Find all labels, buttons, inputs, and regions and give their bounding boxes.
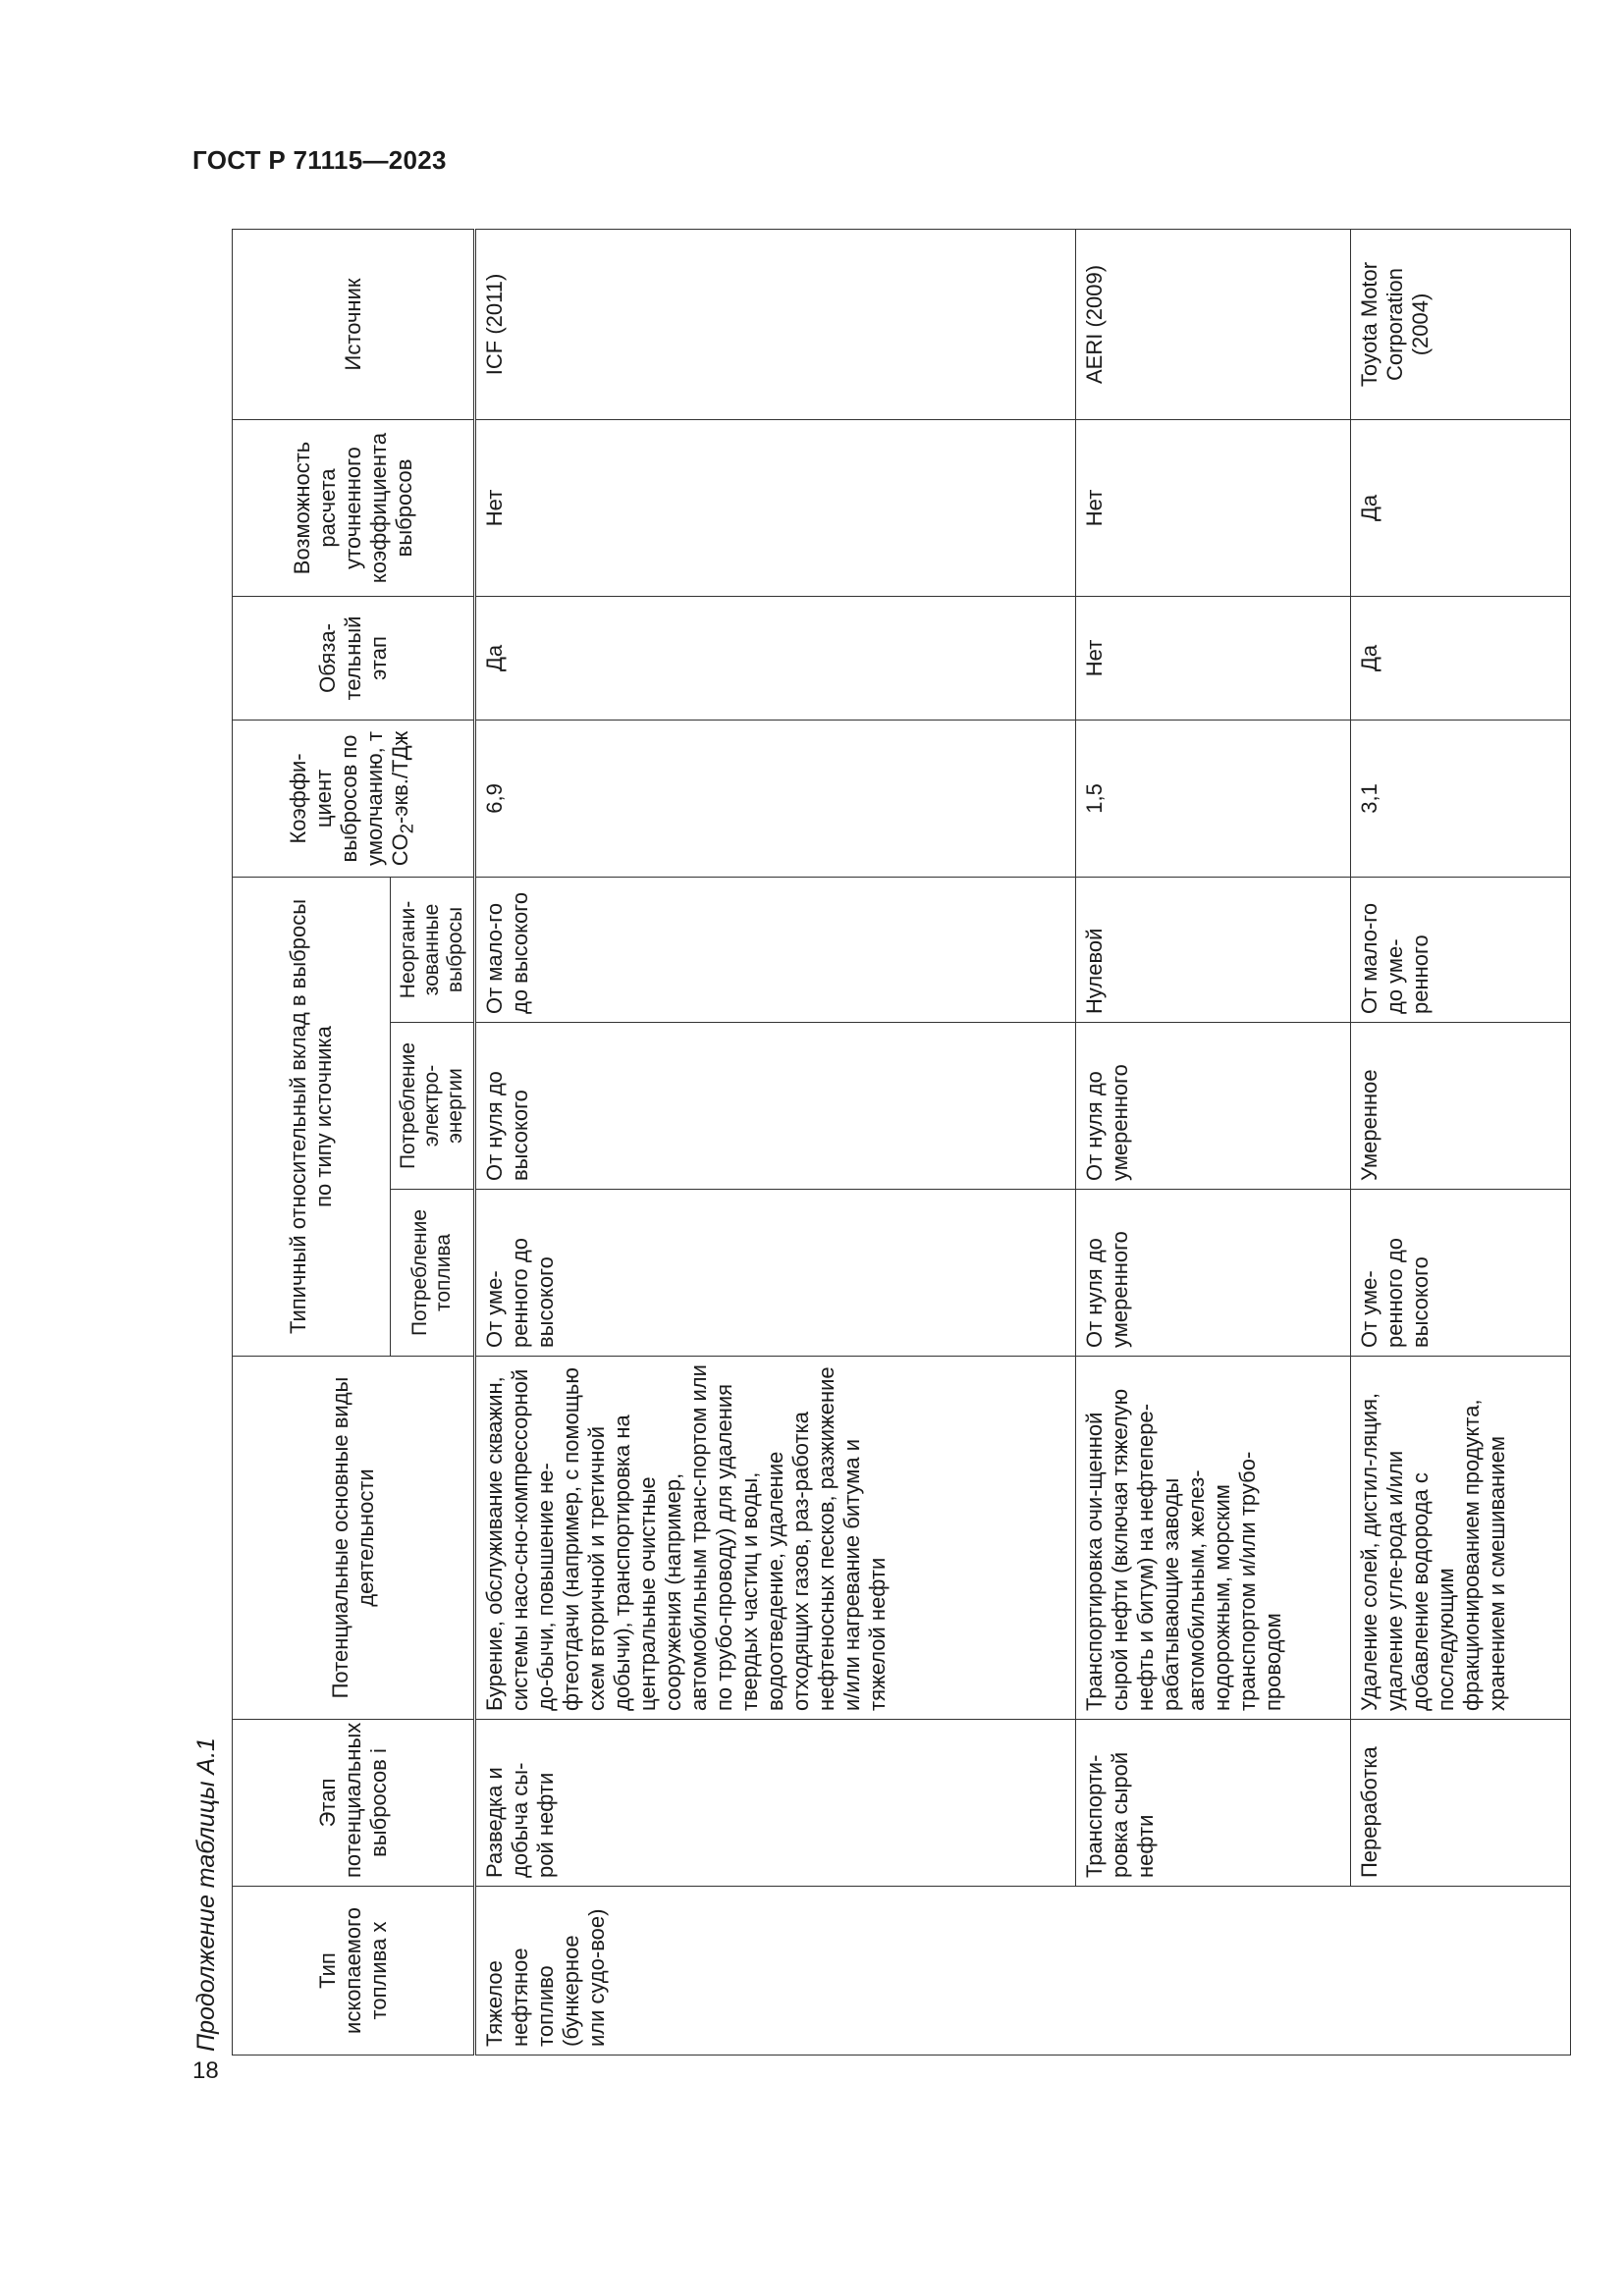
cell-electricity: От нуля до умеренного [1076, 1023, 1351, 1190]
col-stage: Этап потенциальных выбросов i [233, 1720, 475, 1887]
table-row [475, 229, 1076, 2055]
cell-refined-possible: Да [1351, 419, 1571, 596]
table-caption: Продолжение таблицы А.1 [192, 1737, 220, 2052]
table-row [1076, 229, 1351, 2055]
cell-activities: Бурение, обслуживание скважин, системы насо-сно-компрессорной до-бычи, повышение не-фтеотдачи (например, с помощью схем вторичной и третичной добычи), транспортировка на центральные очистные сооружения (например, автомобильным транс-портом или по трубо-проводу) для удаления твердых частиц и воды, водоотведение, удаление отходящих газов, раз-работка нефтеносных песков, разжижение и/или нагревание битума и тяжелой нефти [475, 1357, 1076, 1720]
cell-mandatory: Да [475, 596, 1076, 720]
cell-fuel-consumption: От нуля до умеренного [1076, 1190, 1351, 1357]
col-electricity: Потребление электро-энергии [391, 1023, 475, 1190]
rotated-table-container [232, 230, 1509, 2056]
col-mandatory: Обяза-тельный этап [233, 596, 475, 720]
cell-stage: Разведка и добыча сы-рой нефти [475, 1720, 1076, 1887]
col-fuel-consumption: Потребление топлива [391, 1190, 475, 1357]
col-default-factor: Коэффи-циент выбросов по умолчанию, т $CO_2-экв$./ТДж [233, 720, 475, 877]
table-row [1351, 229, 1571, 2055]
table-head [233, 229, 475, 2055]
cell-source: AERI (2009) [1076, 229, 1351, 419]
cell-default-factor: 1,5 [1076, 720, 1351, 877]
cell-mandatory: Да [1351, 596, 1571, 720]
cell-default-factor: 3,1 [1351, 720, 1571, 877]
cell-fugitive: От мало-го до уме-ренного [1351, 877, 1571, 1022]
cell-fuel-type: Тяжелое нефтяное топливо (бункерное или судо-вое) [475, 1887, 1571, 2056]
cell-source: Toyota Motor Corporation (2004) [1351, 229, 1571, 419]
col-refined-possible: Возможность расчета уточненного коэффициента выбросов [233, 419, 475, 596]
cell-stage: Переработка [1351, 1720, 1571, 1887]
cell-fuel-consumption: От уме-ренного до высокого [1351, 1190, 1571, 1357]
cell-activities: Транспортировка очи-щенной сырой нефти (включая тяжелую нефть и битум) на нефтепере-рабатывающие заводы автомобильным, желез-нодорожным, морским транспортом и/или трубо-проводом [1076, 1357, 1351, 1720]
cell-refined-possible: Нет [1076, 419, 1351, 596]
cell-mandatory: Нет [1076, 596, 1351, 720]
cell-fugitive: От мало-го до высокого [475, 877, 1076, 1022]
col-fuel-type: Тип ископаемого топлива x [233, 1887, 475, 2056]
col-source: Источник [233, 229, 475, 419]
page-number: 18 [192, 2057, 219, 2084]
col-fugitive: Неоргани-зованные выбросы [391, 877, 475, 1022]
cell-electricity: От нуля до высокого [475, 1023, 1076, 1190]
cell-refined-possible: Нет [475, 419, 1076, 596]
cell-fuel-consumption: От уме-ренного до высокого [475, 1190, 1076, 1357]
col-activities: Потенциальные основные виды деятельности [233, 1357, 475, 1720]
cell-electricity: Умеренное [1351, 1023, 1571, 1190]
cell-source: ICF (2011) [475, 229, 1076, 419]
cell-activities: Удаление солей, дистил-ляция, удаление угле-рода и/или добавление водорода с последующим фракционированием продукта, хранением и смешиванием [1351, 1357, 1571, 1720]
document-header: ГОСТ Р 71115—2023 [192, 145, 447, 175]
cell-fugitive: Нулевой [1076, 877, 1351, 1022]
emissions-table [232, 229, 1571, 2056]
cell-stage: Транспорти-ровка сырой нефти [1076, 1720, 1351, 1887]
col-contribution-group: Типичный относительный вклад в выбросы по типу источника [233, 877, 391, 1356]
cell-default-factor: 6,9 [475, 720, 1076, 877]
